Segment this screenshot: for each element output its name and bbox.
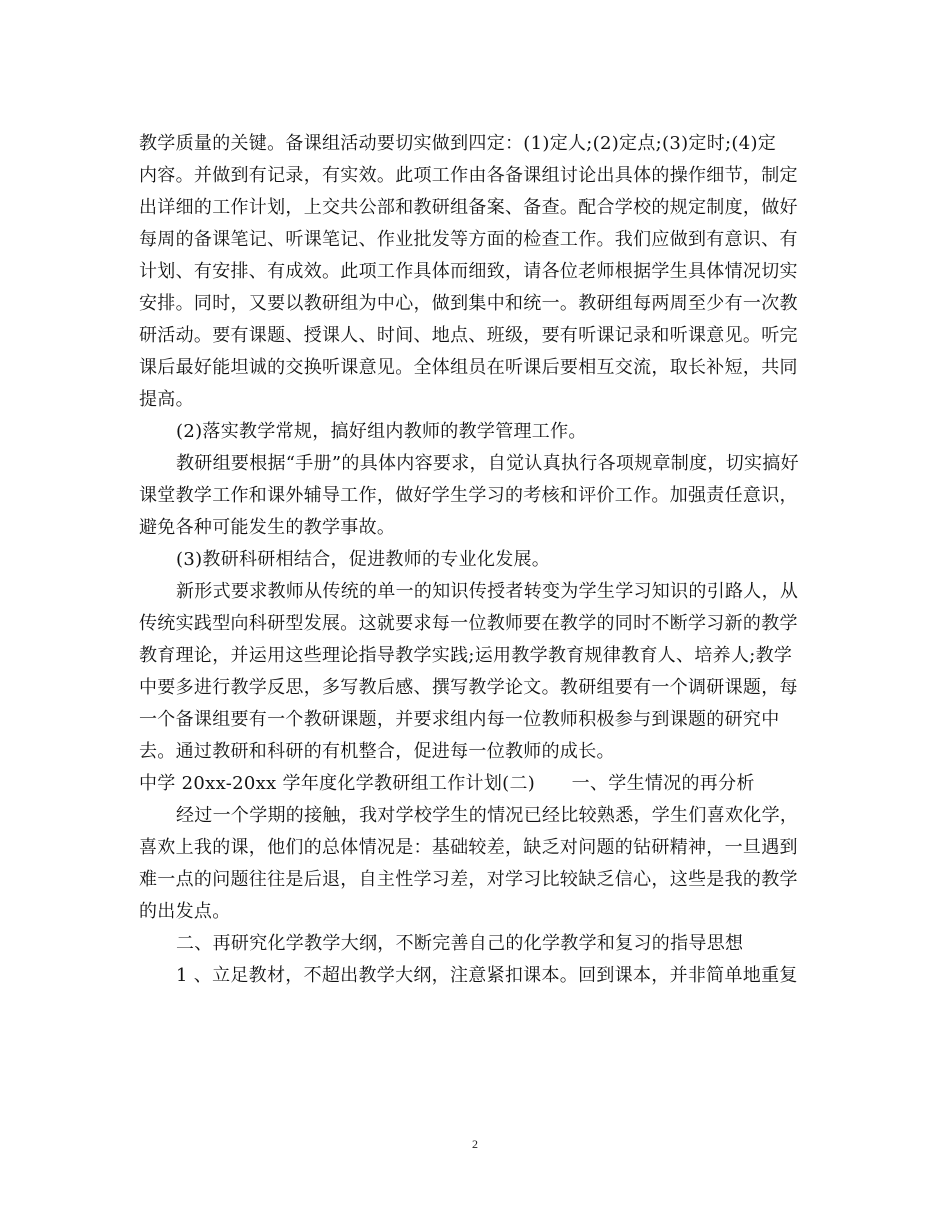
text-line: 提高。 bbox=[139, 389, 194, 410]
text-line: 的出发点。 bbox=[139, 901, 231, 922]
text-line: (2)落实教学常规，搞好组内教师的教学管理工作。 bbox=[176, 421, 587, 442]
text-line: 难一点的问题往往是后退，自主性学习差，对学习比较缺乏信心，这些是我的教学 bbox=[139, 869, 798, 890]
text-line: 出详细的工作计划，上交共公部和教研组备案、备查。配合学校的规定制度，做好 bbox=[139, 197, 798, 218]
text-line: 去。通过教研和科研的有机整合，促进每一位教师的成长。 bbox=[139, 741, 615, 762]
text-line: 课堂教学工作和课外辅导工作，做好学生学习的考核和评价工作。加强责任意识， bbox=[139, 485, 798, 506]
text-line: 计划、有安排、有成效。此项工作具体而细致，请各位老师根据学生具体情况切实 bbox=[139, 261, 798, 282]
text-line: 安排。同时，又要以教研组为中心，做到集中和统一。教研组每两周至少有一次教 bbox=[139, 293, 798, 314]
text-line: 内容。并做到有记录，有实效。此项工作由各备课组讨论出具体的操作细节，制定 bbox=[139, 165, 798, 186]
page-number: 2 bbox=[472, 1137, 478, 1151]
text-line: 喜欢上我的课，他们的总体情况是：基础较差，缺乏对问题的钻研精神，一旦遇到 bbox=[139, 837, 798, 858]
text-line: 中学 20xx-20xx 学年度化学教研组工作计划(二) 一、学生情况的再分析 bbox=[139, 773, 755, 794]
text-line: 新形式要求教师从传统的单一的知识传授者转变为学生学习知识的引路人，从 bbox=[176, 581, 799, 602]
text-line: 课后最好能坦诚的交换听课意见。全体组员在听课后要相互交流，取长补短，共同 bbox=[139, 357, 798, 378]
text-line: 避免各种可能发生的教学事故。 bbox=[139, 517, 396, 538]
text-line: 一个备课组要有一个教研课题，并要求组内每一位教师积极参与到课题的研究中 bbox=[139, 709, 780, 730]
text-line: 经过一个学期的接触，我对学校学生的情况已经比较熟悉，学生们喜欢化学， bbox=[176, 805, 799, 826]
text-line: 传统实践型向科研型发展。这就要求每一位教师要在教学的同时不断学习新的教学 bbox=[139, 613, 798, 634]
text-line: 中要多进行教学反思，多写教后感、撰写教学论文。教研组要有一个调研课题，每 bbox=[139, 677, 798, 698]
text-line: 二、再研究化学教学大纲，不断完善自己的化学教学和复习的指导思想 bbox=[176, 933, 744, 954]
text-line: 教学质量的关键。备课组活动要切实做到四定：(1)定人;(2)定点;(3)定时;(4)定 bbox=[139, 133, 777, 154]
text-line: 每周的备课笔记、听课笔记、作业批发等方面的检查工作。我们应做到有意识、有 bbox=[139, 229, 798, 250]
text-line: 教育理论，并运用这些理论指导教学实践;运用教学教育规律教育人、培养人;教学 bbox=[139, 645, 793, 666]
text-line: (3)教研科研相结合，促进教师的专业化发展。 bbox=[176, 549, 551, 570]
text-line: 1 、立足教材，不超出教学大纲，注意紧扣课本。回到课本，并非简单地重复 bbox=[176, 965, 798, 986]
body-text bbox=[139, 128, 814, 992]
text-line: 教研组要根据“手册”的具体内容要求，自觉认真执行各项规章制度，切实搞好 bbox=[176, 453, 799, 474]
text-line: 研活动。要有课题、授课人、时间、地点、班级，要有听课记录和听课意见。听完 bbox=[139, 325, 798, 346]
